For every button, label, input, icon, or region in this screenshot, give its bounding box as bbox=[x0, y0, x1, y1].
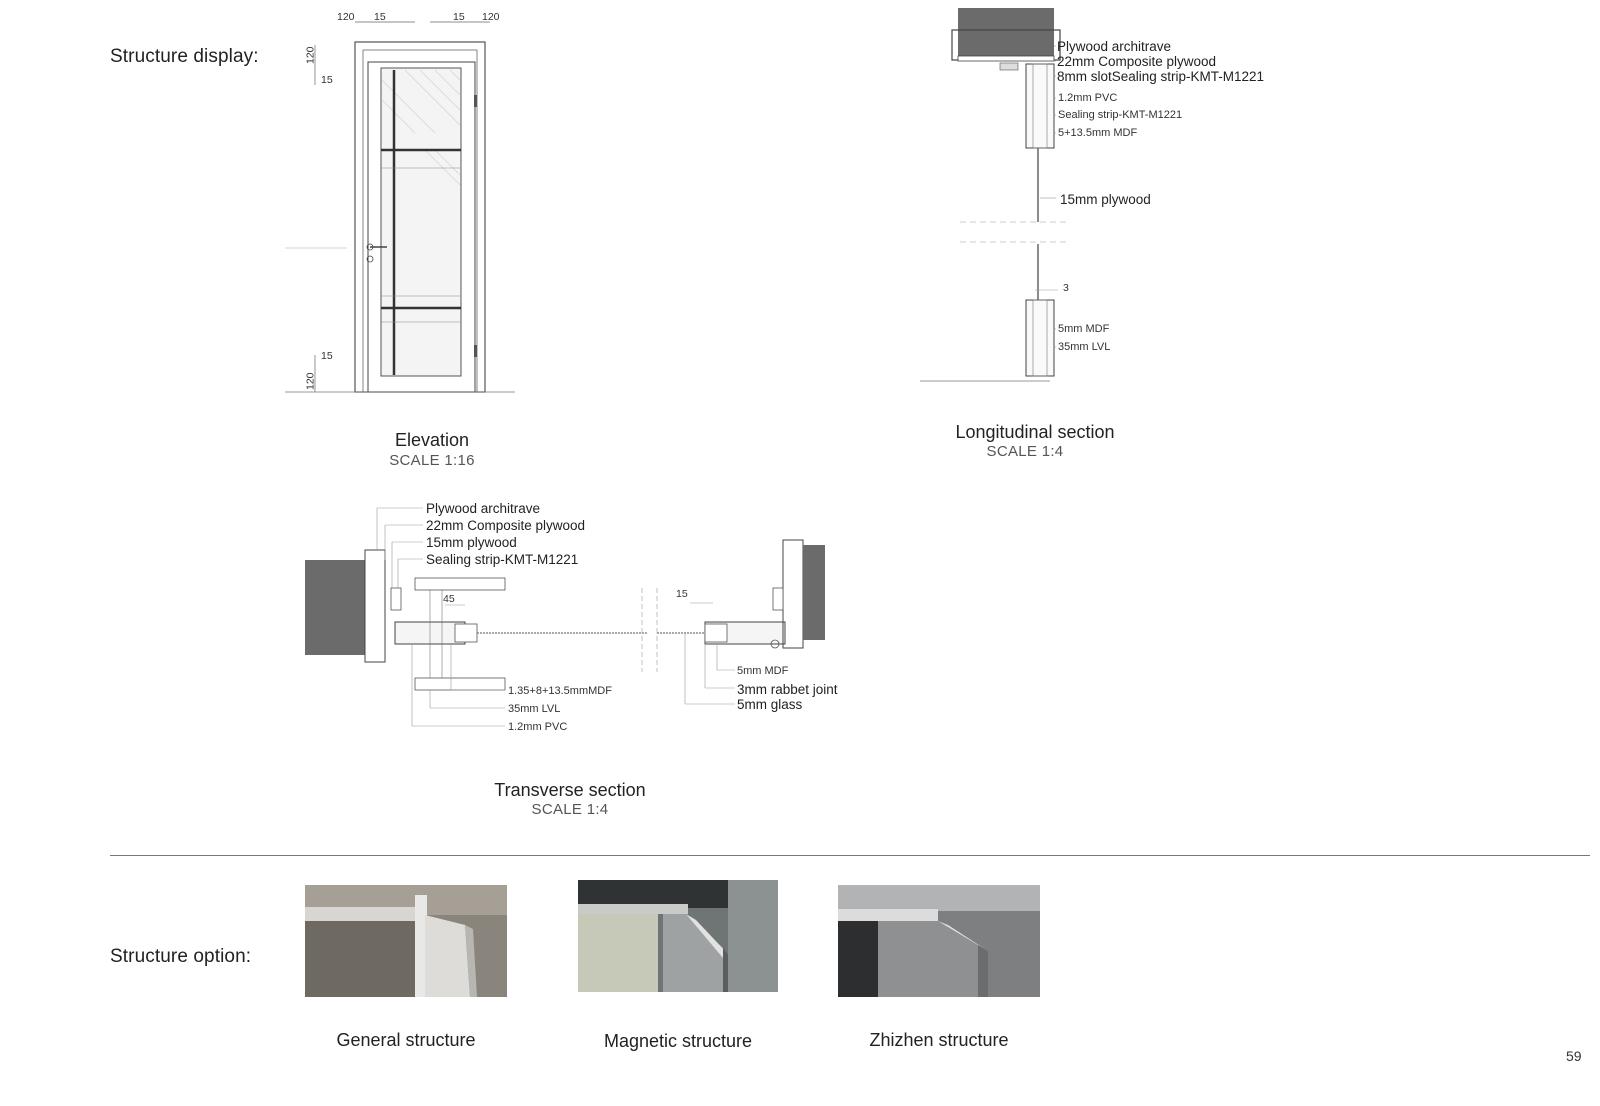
longitudinal-scale: SCALE 1:4 bbox=[986, 443, 1064, 460]
trans-label-mdf-stack: 1.35+8+13.5mmMDF bbox=[508, 685, 612, 697]
door-edge-photo-icon bbox=[578, 880, 778, 992]
transverse-scale: SCALE 1:4 bbox=[531, 801, 609, 818]
general-structure-photo bbox=[305, 885, 507, 997]
trans-label-pvc: 1.2mm PVC bbox=[508, 721, 568, 733]
section-divider bbox=[110, 855, 1590, 856]
longitudinal-title: Longitudinal section bbox=[955, 422, 1115, 442]
trans-label-composite-plywood: 22mm Composite plywood bbox=[426, 518, 586, 533]
dim-top-left-120: 120 bbox=[337, 11, 355, 23]
elevation-drawing bbox=[285, 0, 545, 400]
dim-top-right-120: 120 bbox=[482, 11, 500, 23]
trans-dim-15: 15 bbox=[676, 588, 688, 600]
transverse-title: Transverse section bbox=[494, 780, 646, 800]
long-dim-3: 3 bbox=[1063, 282, 1069, 294]
long-label-architrave: Plywood architrave bbox=[1057, 39, 1172, 54]
door-edge-photo-icon bbox=[838, 885, 1040, 997]
long-label-composite-plywood: 22mm Composite plywood bbox=[1057, 54, 1217, 69]
dim-top-right-15: 15 bbox=[453, 11, 465, 23]
trans-label-plywood: 15mm plywood bbox=[426, 535, 517, 550]
dim-top-left-15: 15 bbox=[374, 11, 386, 23]
trans-label-rabbet-joint: 3mm rabbet joint bbox=[737, 682, 838, 697]
dim-side-top-120: 120 bbox=[304, 46, 317, 65]
long-label-5mm-mdf: 5mm MDF bbox=[1058, 323, 1110, 335]
trans-dim-45: 45 bbox=[443, 593, 455, 605]
long-label-sealing-strip: Sealing strip-KMT-M1221 bbox=[1058, 109, 1183, 121]
dim-side-bottom-15: 15 bbox=[321, 350, 333, 362]
zhizhen-structure-photo bbox=[838, 885, 1040, 997]
longitudinal-section-drawing bbox=[940, 0, 1280, 395]
transverse-section-svg bbox=[305, 500, 865, 750]
elevation-scale: SCALE 1:16 bbox=[389, 452, 475, 469]
door-edge-photo-icon bbox=[305, 885, 507, 997]
page-number: 59 bbox=[1566, 1048, 1582, 1064]
elevation-door-svg bbox=[285, 0, 545, 400]
dim-side-bottom-120: 120 bbox=[304, 372, 317, 391]
trans-label-lvl: 35mm LVL bbox=[508, 703, 561, 715]
long-label-lvl: 35mm LVL bbox=[1058, 341, 1111, 353]
trans-label-sealing-strip: Sealing strip-KMT-M1221 bbox=[426, 552, 579, 567]
transverse-section-drawing bbox=[305, 500, 865, 750]
trans-label-5mm-mdf: 5mm MDF bbox=[737, 665, 789, 677]
trans-label-architrave: Plywood architrave bbox=[426, 501, 541, 516]
option-zhizhen-label: Zhizhen structure bbox=[869, 1030, 1009, 1050]
long-label-pvc: 1.2mm PVC bbox=[1058, 92, 1118, 104]
option-magnetic-label: Magnetic structure bbox=[603, 1031, 753, 1051]
trans-label-glass: 5mm glass bbox=[737, 697, 803, 712]
long-label-slot-sealing: 8mm slotSealing strip-KMT-M1221 bbox=[1057, 69, 1265, 84]
option-general-label: General structure bbox=[336, 1030, 476, 1050]
elevation-title: Elevation bbox=[394, 430, 470, 450]
structure-display-heading: Structure display: bbox=[110, 46, 259, 67]
long-label-plywood: 15mm plywood bbox=[1060, 192, 1151, 207]
dim-side-top-15: 15 bbox=[321, 74, 333, 86]
long-label-mdf: 5+13.5mm MDF bbox=[1058, 127, 1138, 139]
magnetic-structure-photo bbox=[578, 880, 778, 992]
structure-option-heading: Structure option: bbox=[110, 946, 252, 967]
